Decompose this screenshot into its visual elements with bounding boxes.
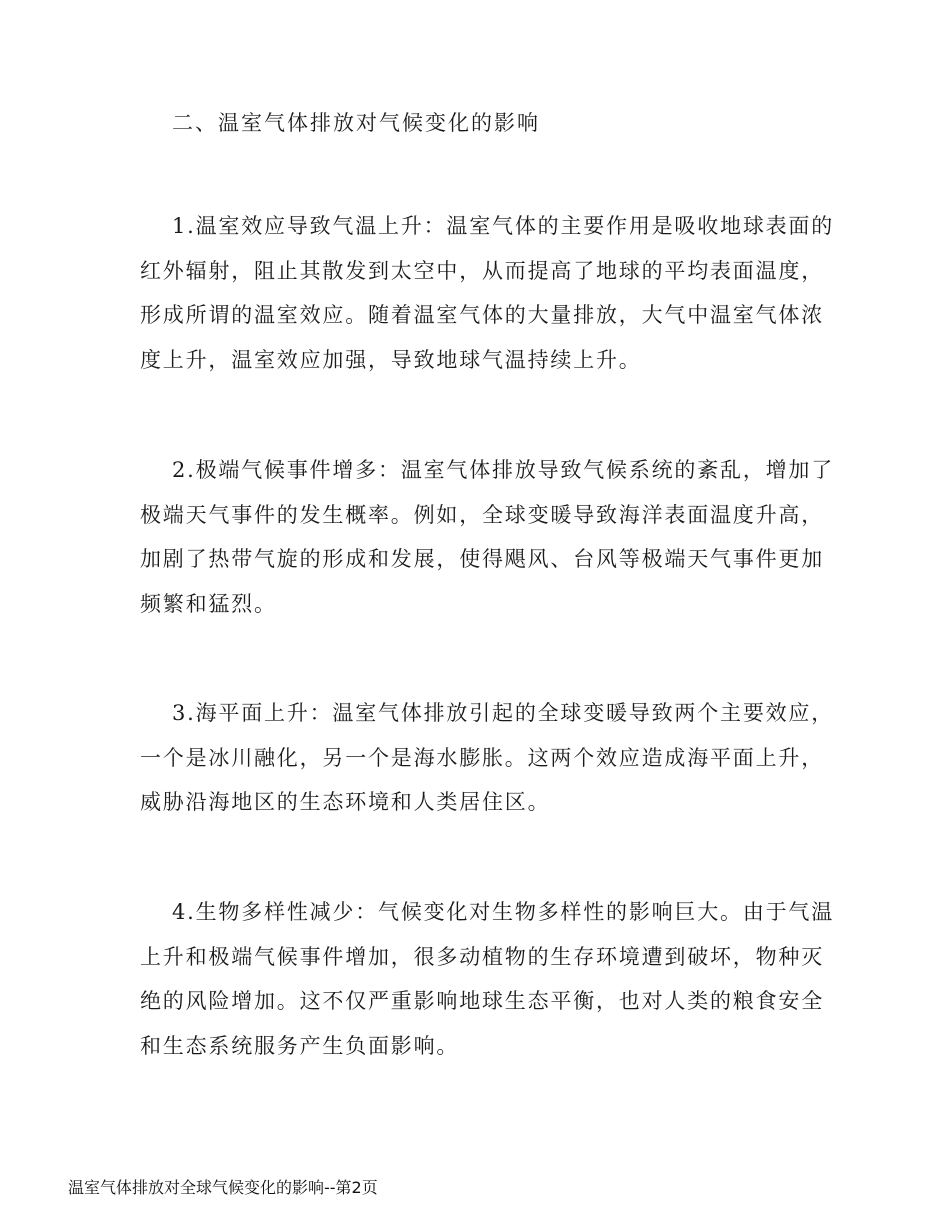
page-footer: 温室气体排放对全球气候变化的影响--第2页	[68, 1178, 378, 1197]
section-heading: 二、温室气体排放对气候变化的影响	[172, 111, 540, 135]
paragraph-sea-level-rise: 3.海平面上升：温室气体排放引起的全球变暖导致两个主要效应，一个是冰川融化，另一个是海水膨胀。这两个效应造成海平面上升，威胁沿海地区的生态环境和人类居住区。	[140, 701, 835, 815]
paragraph-biodiversity-loss: 4.生物多样性减少：气候变化对生物多样性的影响巨大。由于气温上升和极端气候事件增加，很多动植物的生存环境遭到破坏，物种灭绝的风险增加。这不仅严重影响地球生态平衡，也对人类的粮食安全和生态系统服务产生负面影响。	[140, 900, 835, 1058]
paragraph-greenhouse-effect: 1.温室效应导致气温上升：温室气体的主要作用是吸收地球表面的红外辐射，阻止其散发到太空中，从而提高了地球的平均表面温度，形成所谓的温室效应。随着温室气体的大量排放，大气中温室气体浓度上升，温室效应加强，导致地球气温持续上升。	[140, 214, 835, 372]
paragraph-extreme-weather: 2.极端气候事件增多：温室气体排放导致气候系统的紊乱，增加了极端天气事件的发生概率。例如，全球变暖导致海洋表面温度升高，加剧了热带气旋的形成和发展，使得飓风、台风等极端天气事件更加频繁和猛烈。	[140, 458, 835, 616]
